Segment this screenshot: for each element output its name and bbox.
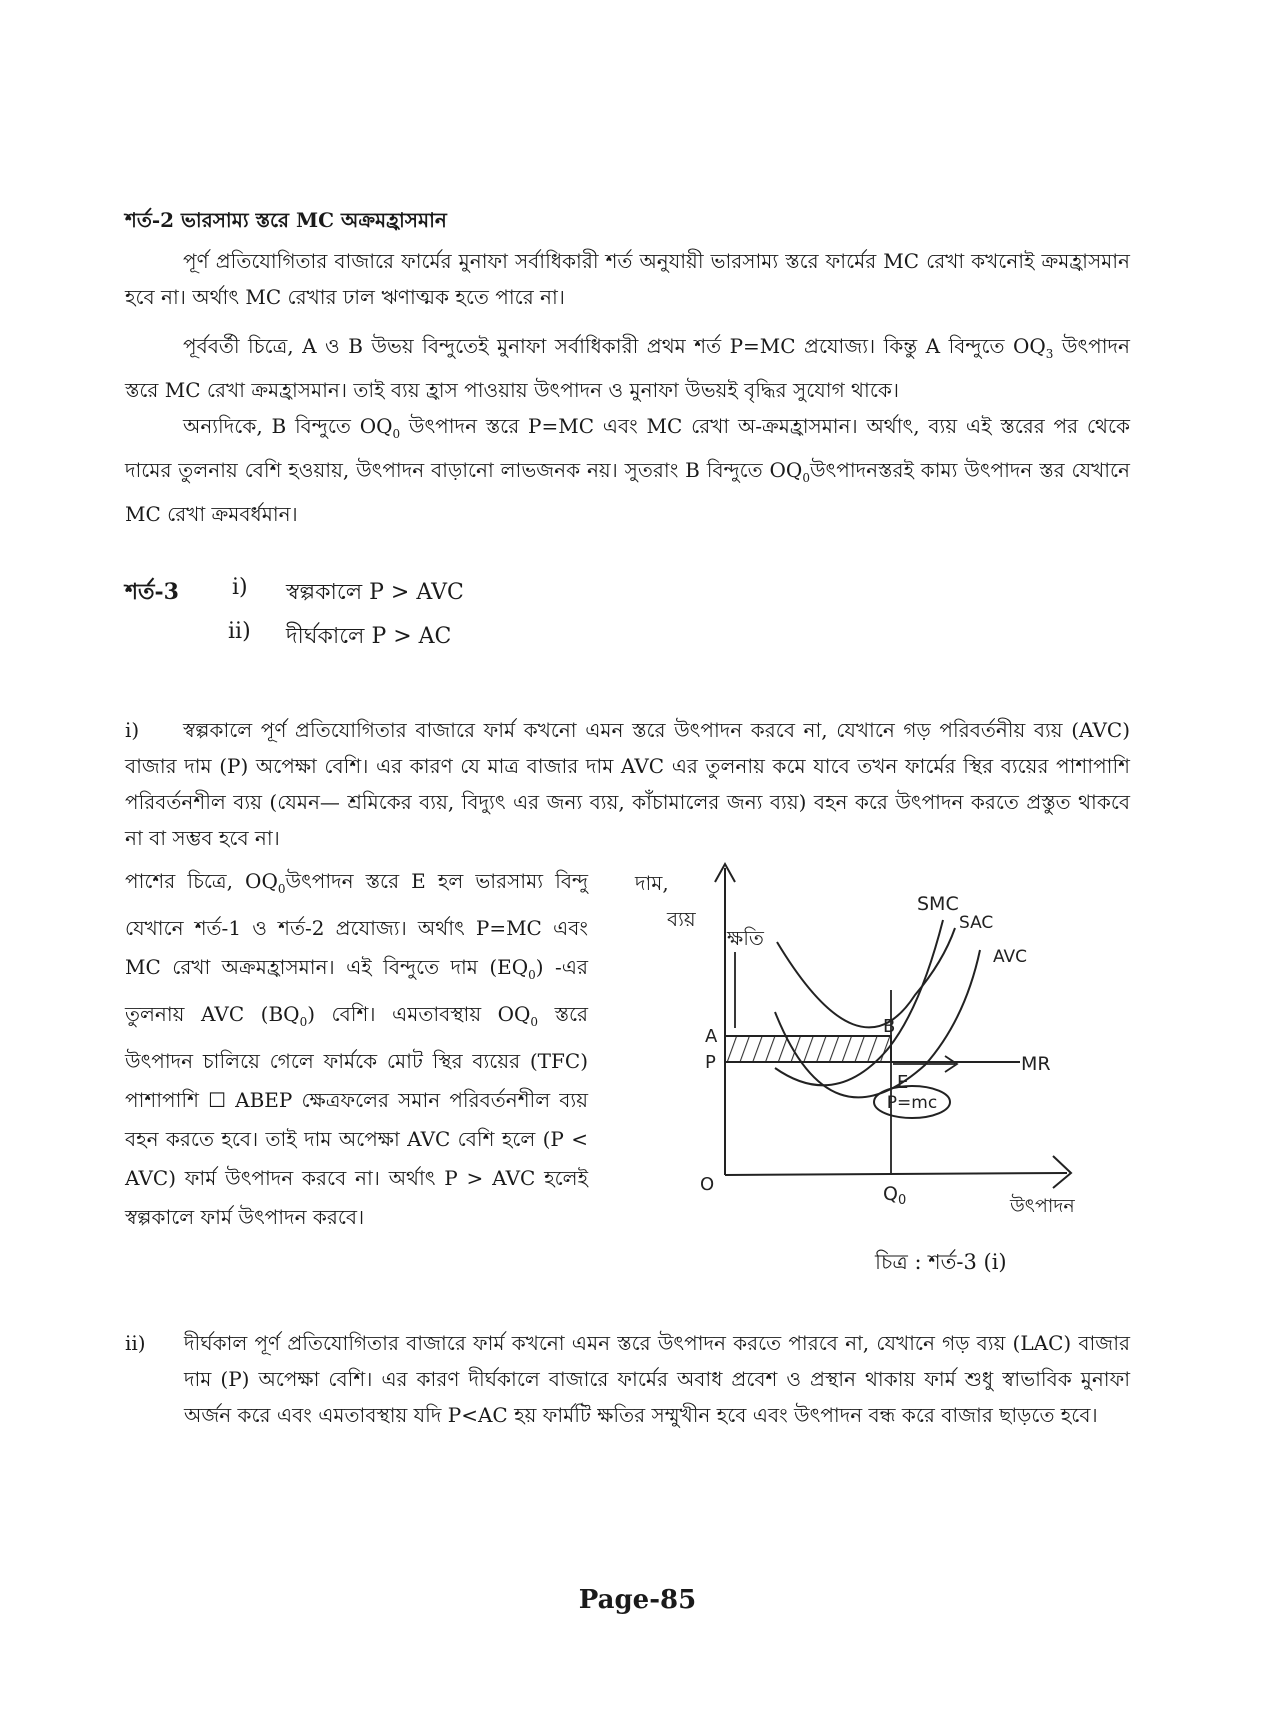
- loss-area-abep: [725, 1036, 891, 1062]
- smc-label: SMC: [917, 893, 959, 915]
- y-axis-label-cost: ব্যয়: [667, 907, 696, 931]
- q0-label: $Q_0$: [883, 1183, 907, 1208]
- section2-paragraph-1: পূর্ণ প্রতিযোগিতার বাজারে ফার্মের মুনাফা সর্বাধিকারী শর্ত অনুযায়ী ভারসাম্য স্তরে ফার্মের MC রেখা কখনোই ক্রমহ্রাসমান হবে না। অর্থাৎ MC রেখার ঢাল ঋণাত্মক হতে পারে না।: [125, 249, 1130, 309]
- avc-label: AVC: [993, 947, 1028, 967]
- section2-paragraph-2: পূর্ববর্তী চিত্রে, A ও B উভয় বিন্দুতেই মুনাফা সর্বাধিকারী প্রথম শর্ত P=MC প্রযোজ্য। কিন্তু A বিন্দুতে $OQ_3$ উৎপাদন স্তরে MC রেখা ক্রমহ্রাসমান। তাই ব্যয় হ্রাস পাওয়ায় উৎপাদন ও মুনাফা উভয়ই বৃদ্ধির সুযোগ থাকে।: [125, 334, 1130, 402]
- section2-title: শর্ত-2 ভারসাম্য স্তরে MC অক্রমহ্রাসমান: [125, 208, 447, 232]
- sac-curve: [777, 928, 955, 1027]
- point-a-label: A: [705, 1026, 718, 1047]
- loss-label: ক্ষতি: [727, 926, 764, 950]
- section2-paragraph-3: অন্যদিকে, B বিন্দুতে $OQ_0$ উৎপাদন স্তরে P=MC এবং MC রেখা অ-ক্রমহ্রাসমান। অর্থাৎ, ব্যয় এই স্তরের পর থেকে দামের তুলনায় বেশি হওয়ায়, উৎপাদন বাড়ানো লাভজনক নয়। সুতরাং B বিন্দুতে $OQ_0উৎপাদনস্তরই$ কাম্য উৎপাদন স্তর যেখানে MC রেখা ক্রমবর্ধমান।: [125, 414, 1130, 526]
- origin-label: O: [700, 1174, 715, 1195]
- part-ii-number: ii): [125, 1331, 146, 1355]
- y-axis-label-price: দাম,: [635, 871, 669, 895]
- page-number: Page-85: [578, 1585, 697, 1615]
- condition-ii-number: ii): [228, 619, 251, 644]
- figure-caption: চিত্র : শর্ত-3 (i): [875, 1250, 1007, 1274]
- part-ii-paragraph: দীর্ঘকাল পূর্ণ প্রতিযোগিতার বাজারে ফার্ম কখনো এমন স্তরে উৎপাদন করতে পারবে না, যেখানে গড় ব্যয় (LAC) বাজার দাম (P) অপেক্ষা বেশি। এর কারণ দীর্ঘকালে বাজারে ফার্মের অবাধ প্রবেশ ও প্রস্থান থাকায় ফার্ম শুধু স্বাভাবিক মুনাফা অর্জন করে এবং এমতাবস্থায় যদি P<AC হয় ফার্মটি ক্ষতির সম্মুখীন হবে এবং উৎপাদন বন্ধ করে বাজার ছাড়তে হবে।: [184, 1331, 1130, 1427]
- condition-ii-text: দীর্ঘকালে P > AC: [286, 624, 452, 649]
- figure-side-text: পাশের চিত্রে, $OQ_0উৎপাদন$ স্তরে E হল ভারসাম্য বিন্দু যেখানে শর্ত-1 ও শর্ত-2 প্রযোজ্য। অর্থাৎ P=MC এবং MC রেখা অক্রমহ্রাসমান। এই বিন্দুতে দাম $(EQ_0)$ -এর তুলনায় AVC $(BQ_0)$ বেশি। এমতাবস্থায় $OQ_0$ স্তরে উৎপাদন চালিয়ে গেলে ফার্মকে মোট স্থির ব্যয়ের (TFC) পাশাপাশি ☐ ABEP ক্ষেত্রফলের সমান পরিবর্তনশীল ব্যয় বহন করতে হবে। তাই দাম অপেক্ষা AVC বেশি হলে (P < AVC) ফার্ম উৎপাদন করবে না। অর্থাৎ P > AVC হলেই স্বল্পকালে ফার্ম উৎপাদন করবে।: [125, 869, 589, 1229]
- x-axis-arrow: [1053, 1156, 1071, 1188]
- condition-i-text: স্বল্পকালে P > AVC: [286, 580, 464, 605]
- point-b-label: B: [883, 1016, 896, 1037]
- part-i-paragraph: স্বল্পকালে পূর্ণ প্রতিযোগিতার বাজারে ফার্ম কখনো এমন স্তরে উৎপাদন করবে না, যেখানে গড় পরিবর্তনীয় ব্যয় (AVC) বাজার দাম (P) অপেক্ষা বেশি। এর কারণ যে মাত্র বাজার দাম AVC এর তুলনায় কমে যাবে তখন ফার্মের স্থির ব্যয়ের পাশাপাশি পরিবর্তনশীল ব্যয় (যেমন— শ্রমিকের ব্যয়, বিদ্যুৎ এর জন্য ব্যয়, কাঁচামালের জন্য ব্যয়) বহন করে উৎপাদন করতে প্রস্তুত থাকবে না বা সম্ভব হবে না।: [125, 718, 1130, 850]
- section3-label: শর্ত-3: [125, 579, 179, 605]
- part-i-number: i): [125, 718, 140, 742]
- cost-curve-figure: [625, 850, 1105, 1230]
- condition-i-number: i): [232, 575, 248, 600]
- sac-label: SAC: [959, 913, 994, 933]
- point-p-label: P: [705, 1052, 716, 1073]
- x-axis: [725, 1173, 1067, 1175]
- mr-label: MR: [1021, 1053, 1051, 1075]
- x-axis-label: উৎপাদন: [1010, 1195, 1075, 1217]
- pmc-label: P=mc: [886, 1093, 938, 1113]
- avc-curve: [775, 950, 980, 1097]
- point-e-label: E: [897, 1072, 909, 1093]
